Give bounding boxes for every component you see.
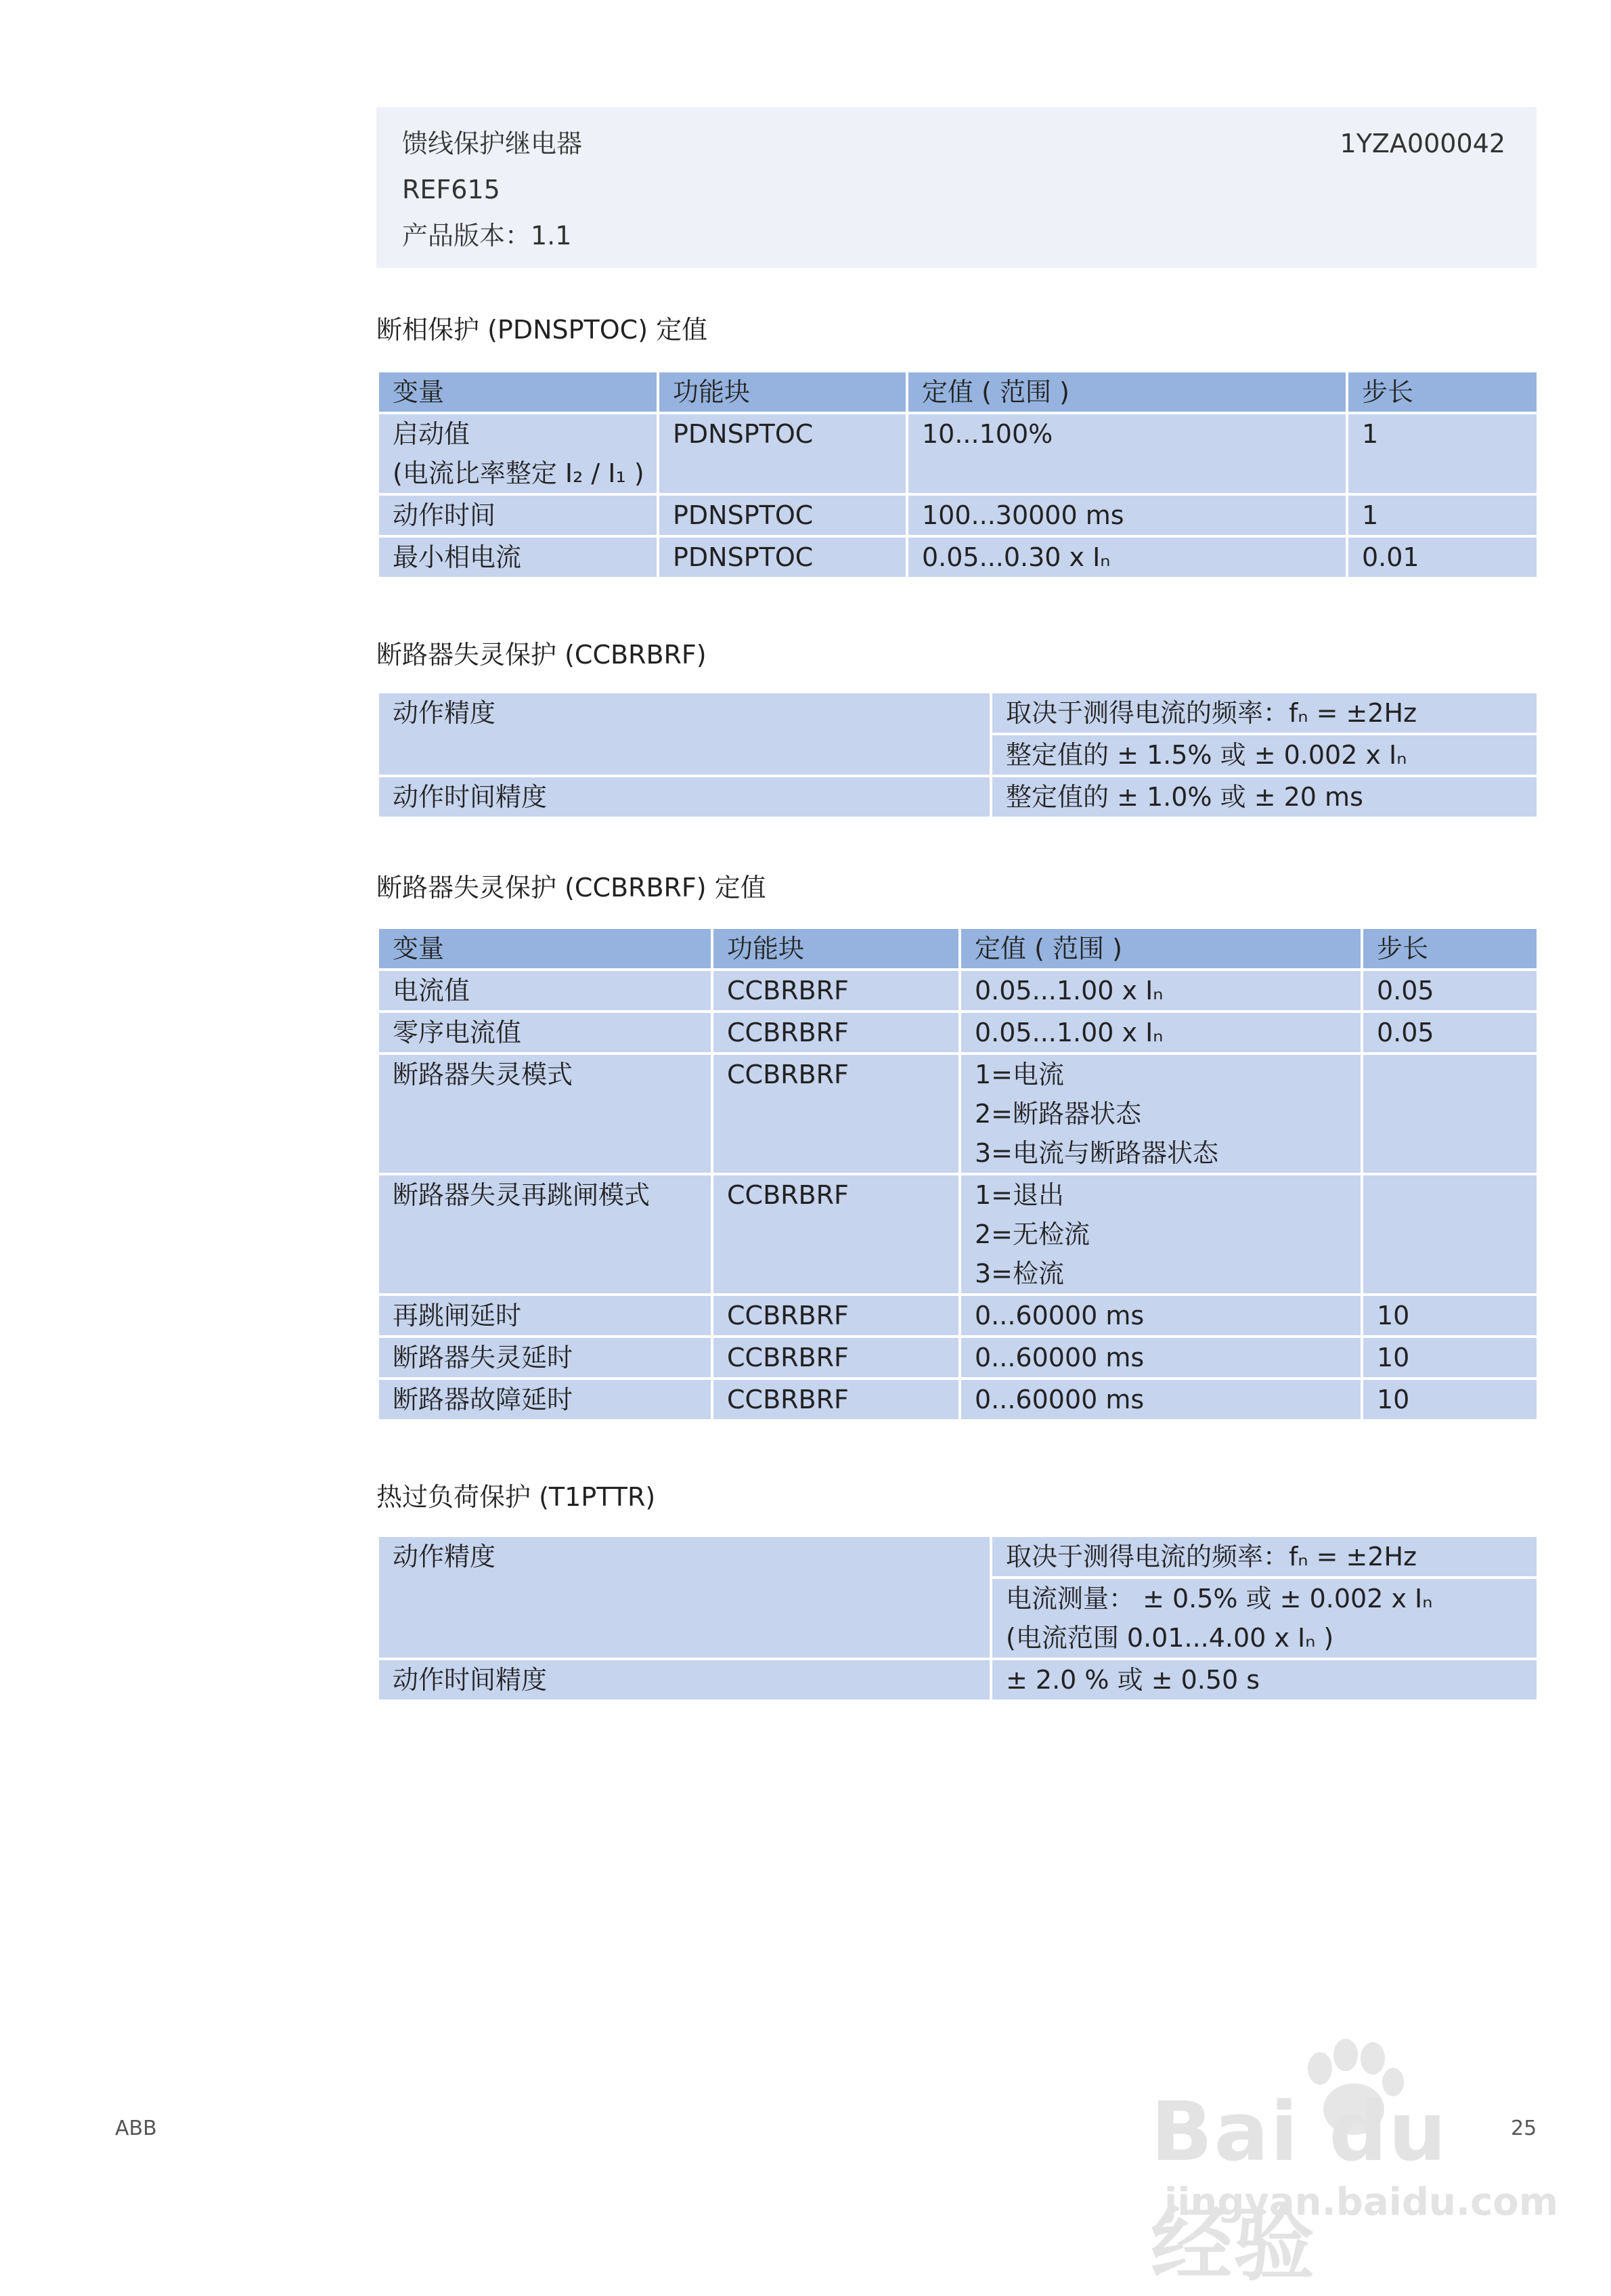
table-row [378,1659,1538,1701]
cell-variable: 断路器失灵再跳闸模式 [378,1174,712,1295]
table-row [378,536,1538,578]
cell-step: 10 [1362,1295,1538,1337]
table-row [378,1295,1538,1337]
cell-value: 取决于测得电流的频率：fₙ = ±2Hz [991,1536,1538,1578]
cell-block: PDNSPTOC [658,413,907,494]
cell-value: ± 2.0 % 或 ± 0.50 s [991,1659,1538,1701]
cell-block: CCBRBRF [712,1379,960,1421]
cell-value: 100...30000 ms [907,494,1347,536]
cell-value: 0.05...0.30 x Iₙ [907,536,1347,578]
cell-value: 1=电流 2=断路器状态 3=电流与断路器状态 [960,1054,1362,1174]
cell-step: 0.05 [1362,970,1538,1012]
column-header-variable: 变量 [378,928,712,970]
cell-value: 电流测量： ± 0.5% 或 ± 0.002 x Iₙ (电流范围 0.01...4.00 x Iₙ ) [991,1578,1538,1659]
table-t1pttr-accuracy [376,1534,1539,1702]
cell-step [1362,1054,1538,1174]
cell-step: 0.01 [1347,536,1538,578]
document-id: 1YZA000042 [1340,129,1505,158]
table-ccbrbrf-accuracy [376,691,1539,819]
cell-variable: 零序电流值 [378,1012,712,1054]
table-ccbrbrf-settings [376,926,1539,1422]
table-row [378,413,1538,494]
column-header-value: 定值 ( 范围 ) [907,371,1347,413]
column-header-variable: 变量 [378,371,658,413]
table-row [378,1012,1538,1054]
cell-value: 0...60000 ms [960,1295,1362,1337]
cell-label: 动作精度 [378,692,991,776]
table-row [378,1536,1538,1578]
section-title-t1pttr: 热过负荷保护 (T1PTTR) [376,1482,656,1512]
section-title-pdnsptoc: 断相保护 (PDNSPTOC) 定值 [376,315,708,345]
cell-step: 1 [1347,413,1538,494]
table-row [378,776,1538,818]
cell-value: 0...60000 ms [960,1337,1362,1379]
cell-value: 0.05...1.00 x Iₙ [960,1012,1362,1054]
column-header-step: 步长 [1347,371,1538,413]
cell-value: 1=退出 2=无检流 3=检流 [960,1174,1362,1295]
cell-value: 整定值的 ± 1.5% 或 ± 0.002 x Iₙ [991,734,1538,776]
cell-block: CCBRBRF [712,1054,960,1174]
cell-block: PDNSPTOC [658,536,907,578]
cell-block: CCBRBRF [712,1295,960,1337]
cell-variable: 最小相电流 [378,536,658,578]
cell-block: CCBRBRF [712,1337,960,1379]
cell-value: 整定值的 ± 1.0% 或 ± 20 ms [991,776,1538,818]
cell-variable: 再跳闸延时 [378,1295,712,1337]
table-row [378,1337,1538,1379]
cell-variable: 断路器故障延时 [378,1379,712,1421]
cell-variable: 启动值 (电流比率整定 I₂ / I₁ ) [378,413,658,494]
cell-variable: 电流值 [378,970,712,1012]
cell-block: CCBRBRF [712,1174,960,1295]
product-line: 馈线保护继电器 [402,129,583,158]
cell-label: 动作时间精度 [378,776,991,818]
cell-step: 1 [1347,494,1538,536]
cell-variable: 断路器失灵延时 [378,1337,712,1379]
cell-value: 取决于测得电流的频率：fₙ = ±2Hz [991,692,1538,734]
cell-label: 动作时间精度 [378,1659,991,1701]
table-row [378,1379,1538,1421]
cell-block: CCBRBRF [712,970,960,1012]
column-header-block: 功能块 [712,928,960,970]
table-row [378,1054,1538,1174]
cell-step [1362,1174,1538,1295]
cell-variable: 动作时间 [378,494,658,536]
column-header-step: 步长 [1362,928,1538,970]
cell-step: 0.05 [1362,1012,1538,1054]
cell-value: 0...60000 ms [960,1379,1362,1421]
table-row [378,970,1538,1012]
table-pdnsptoc-settings [376,370,1539,580]
section-title-ccbrbrf-settings: 断路器失灵保护 (CCBRBRF) 定值 [376,873,766,903]
cell-value: 0.05...1.00 x Iₙ [960,970,1362,1012]
product-model: REF615 [402,175,500,204]
table-row [378,1174,1538,1295]
cell-step: 10 [1362,1379,1538,1421]
document-header [376,107,1537,268]
cell-block: PDNSPTOC [658,494,907,536]
table-header-row [378,371,1538,413]
cell-variable: 断路器失灵模式 [378,1054,712,1174]
table-header-row [378,928,1538,970]
table-row [378,494,1538,536]
table-row [378,692,1538,734]
column-header-block: 功能块 [658,371,907,413]
section-title-ccbrbrf: 断路器失灵保护 (CCBRBRF) [376,640,707,670]
footer-company: ABB [115,2117,157,2140]
cell-label: 动作精度 [378,1536,991,1659]
product-version: 产品版本：1.1 [402,221,572,251]
page-number: 25 [1511,2117,1537,2140]
cell-step: 10 [1362,1337,1538,1379]
cell-value: 10...100% [907,413,1347,494]
cell-block: CCBRBRF [712,1012,960,1054]
watermark-url: jingyan.baidu.com [1164,2180,1559,2224]
column-header-value: 定值 ( 范围 ) [960,928,1362,970]
watermark-main-text: Bai du 经验 [1151,2085,1448,2292]
